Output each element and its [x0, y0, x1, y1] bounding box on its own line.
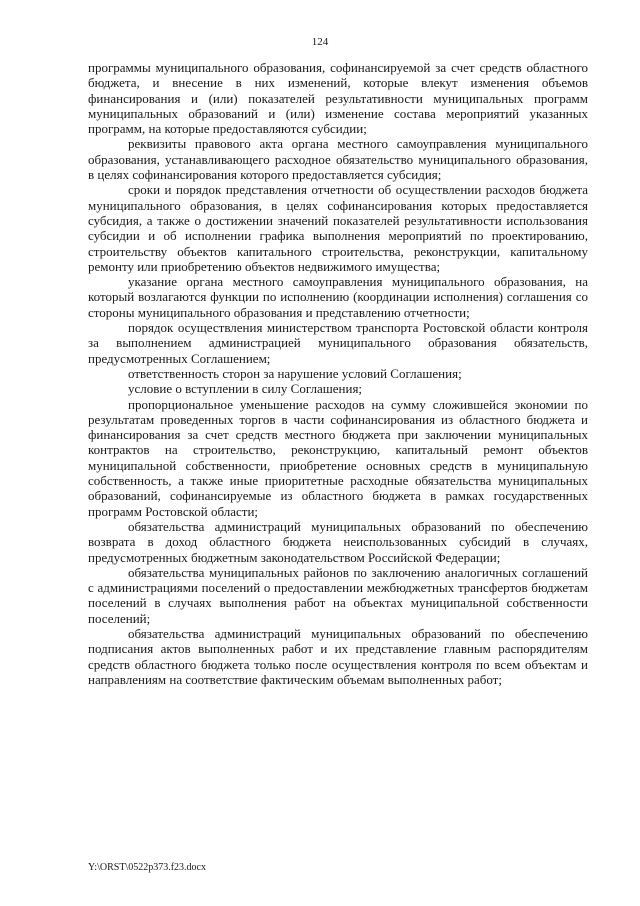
page-number: 124: [311, 36, 329, 48]
paragraph: реквизиты правового акта органа местного самоуправления муниципального образования, устанавливающего расходное обязательство муниципального образования, в целях софинансирования которого предоставляется субсидия;: [88, 136, 588, 183]
paragraph: обязательства администраций муниципальных образований по обеспечению возврата в доход областного бюджета неиспользованных субсидий в случаях, предусмотренных бюджетным законодательством Российской Федерации;: [88, 518, 588, 565]
paragraph: сроки и порядок представления отчетности об осуществлении расходов бюджета муниципального образования, в целях софинансирования которых предоставляется субсидия, а также о достижении значений показателей результативности использования субсидии и об исполнении графика выполнения мероприятий по проектированию, строительству объектов капитального строительства, реконструкции, капитальному ремонту или приобретению объектов недвижимого имущества;: [88, 182, 588, 274]
paragraph: программы муниципального образования, софинансируемой за счет средств областного бюджета, и внесение в них изменений, которые влекут изменения объемов финансирования и (или) показателей результативности муниципальных программ муниципальных образований и (или) изменение состава мероприятий указанных программ, на которые предоставляются субсидии;: [88, 60, 588, 137]
paragraph: обязательства муниципальных районов по заключению аналогичных соглашений с администрациями поселений о предоставлении межбюджетных трансфертов бюджетам поселений в случаях выполнения работ на объектах муниципальной собственности поселений;: [88, 564, 588, 626]
paragraph: пропорциональное уменьшение расходов на сумму сложившейся экономии по результатам проведенных торгов в части софинансирования из областного бюджета и финансирования за счет средств местного бюджета при заключении муниципальных контрактов на строительство, реконструкцию, капитальный ремонт объектов муниципальной собственности, приобретение основных средств в муниципальную собственность, а также иные приоритетные расходные обязательства муниципальных образований, софинансируемые из областного бюджета в рамках государственных программ Ростовской области;: [88, 396, 588, 519]
paragraph: порядок осуществления министерством транспорта Ростовской области контроля за выполнением администрацией муниципального образования обязательств, предусмотренных Соглашением;: [88, 320, 588, 366]
footer-file-path: Y:\ORST\0522p373.f23.docx: [88, 862, 206, 873]
paragraph: указание органа местного самоуправления муниципального образования, на который возлагаются функции по исполнению (координации исполнения) соглашения со стороны муниципального образования и представлению отчетности;: [88, 274, 588, 320]
document-body: [88, 60, 588, 687]
paragraph: обязательства администраций муниципальных образований по обеспечению подписания актов выполненных работ и их представление главным распорядителям средств областного бюджета только после осуществления контроля по всем объектам и направлениям на соответствие фактическим объемам выполненных работ;: [88, 625, 588, 687]
paragraph: ответственность сторон за нарушение условий Соглашения;: [128, 365, 462, 381]
paragraph: условие о вступлении в силу Соглашения;: [128, 381, 363, 397]
